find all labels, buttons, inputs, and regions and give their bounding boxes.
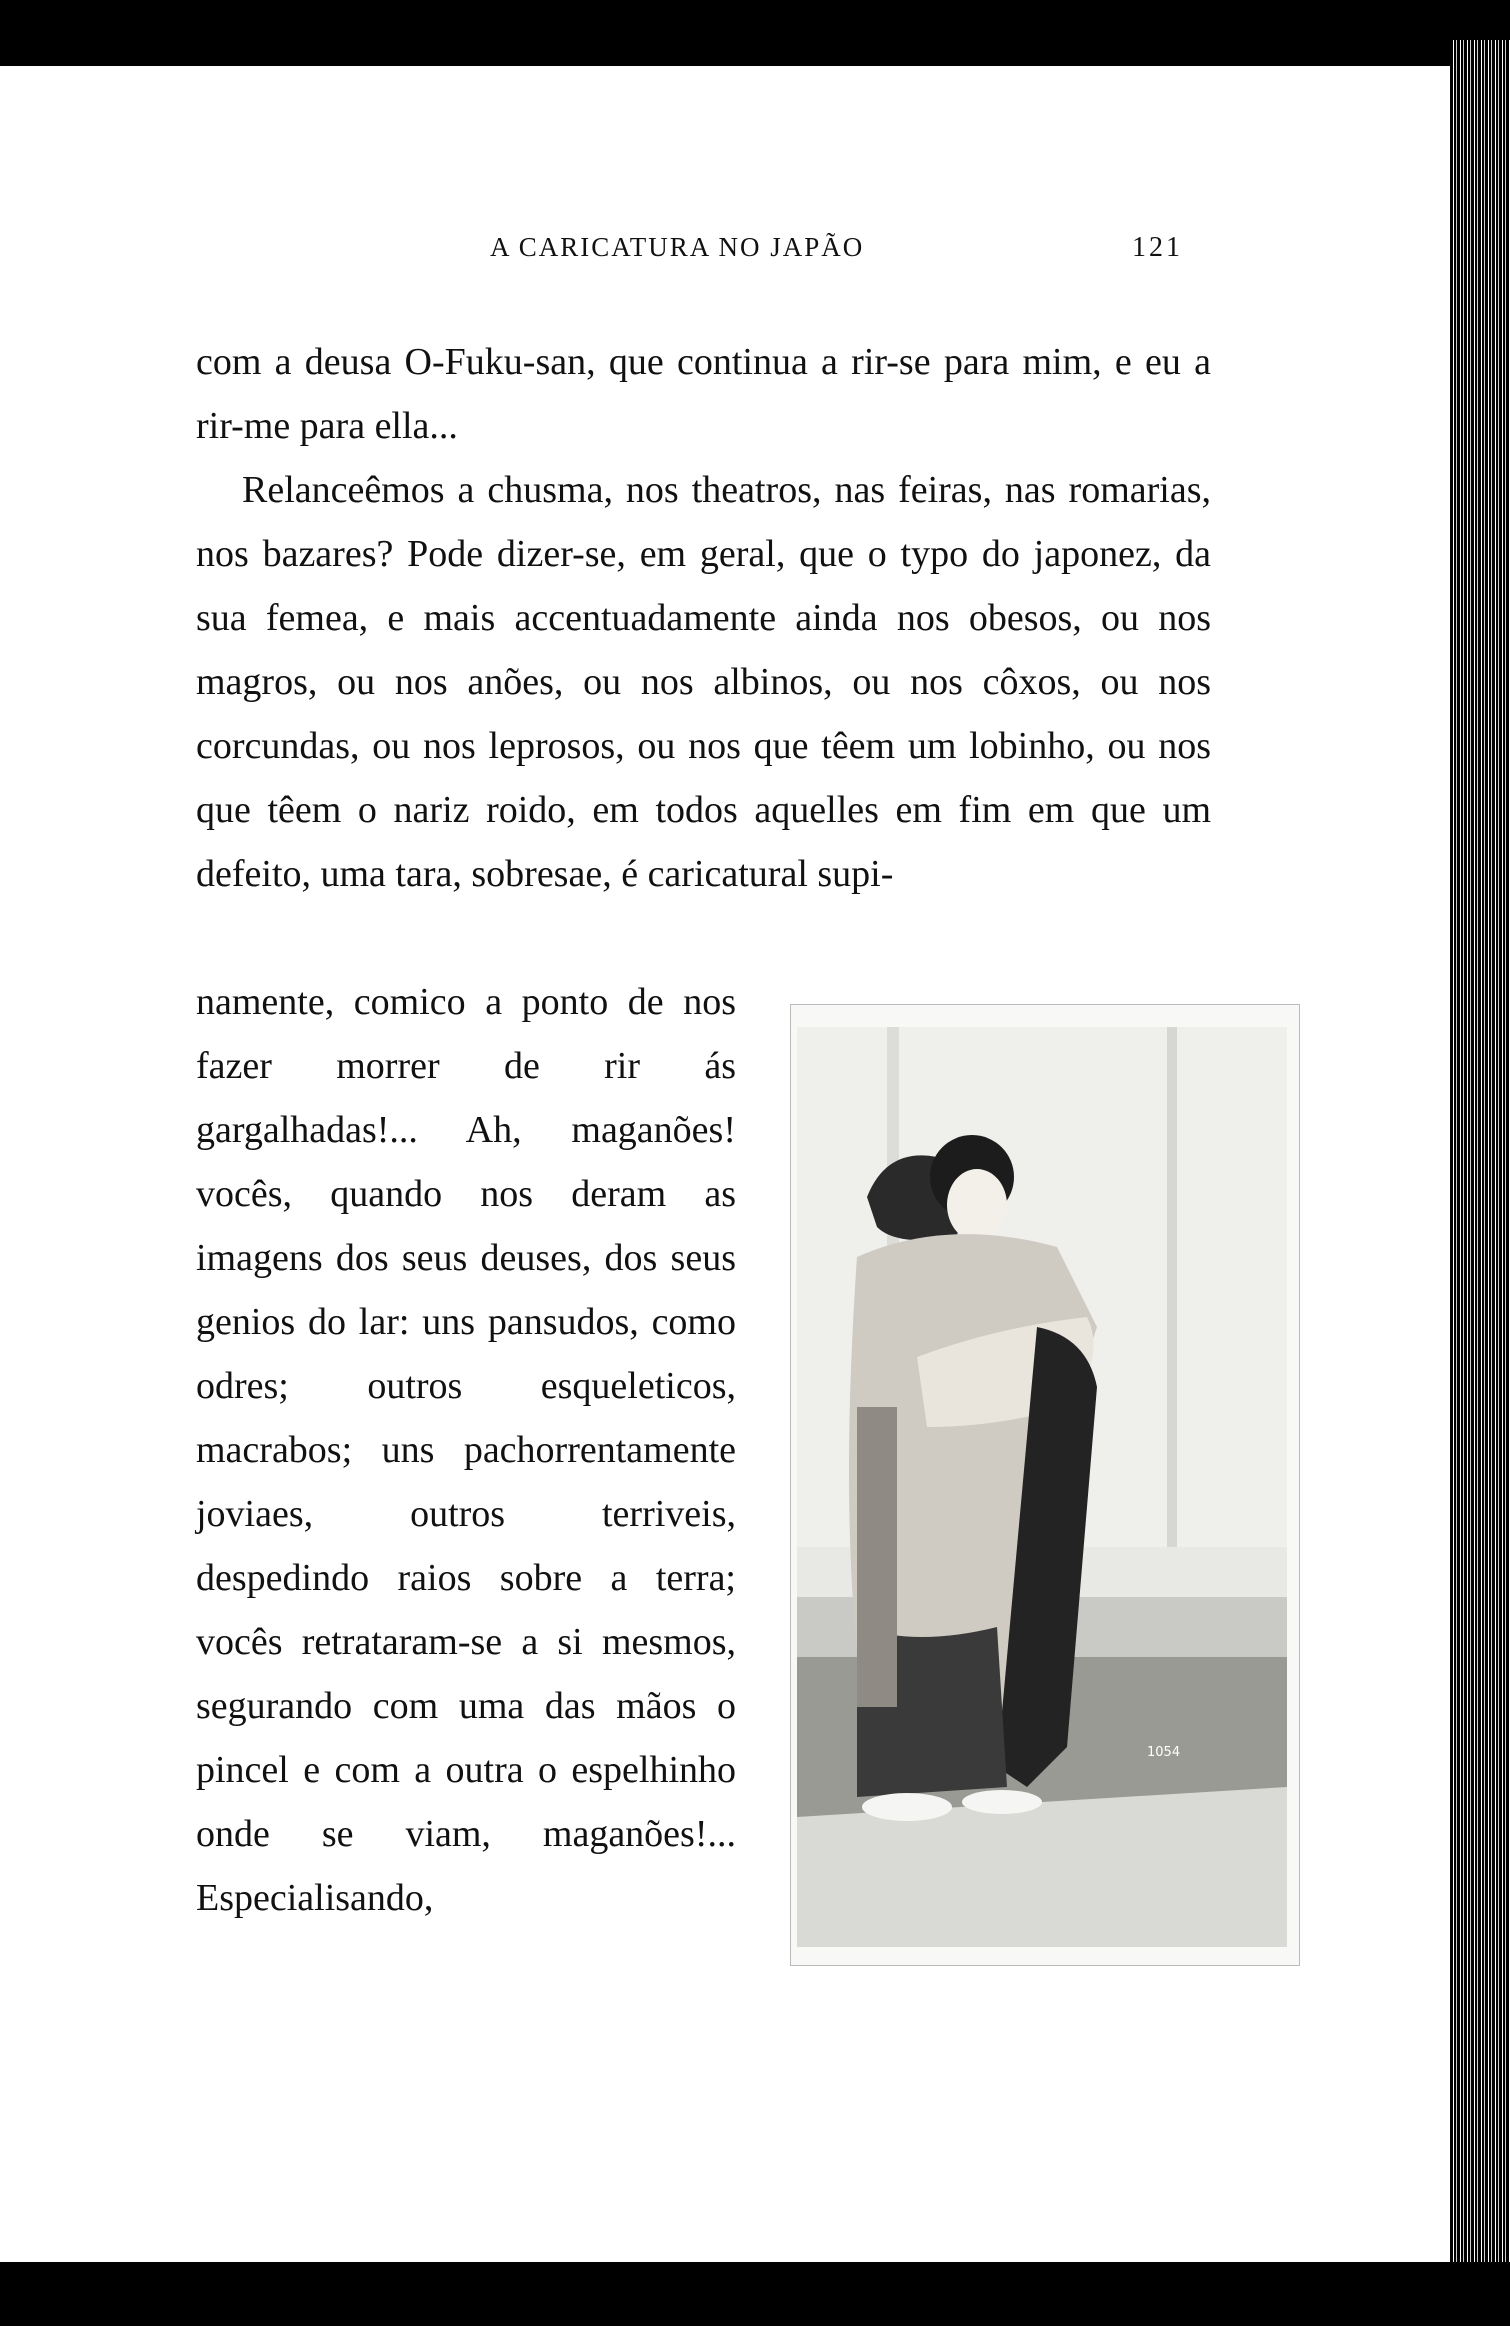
body-text-full-width: [196, 330, 1211, 906]
geisha-illustration: [797, 1027, 1287, 1947]
geisha-photo: [797, 1027, 1287, 1947]
paragraph-1: com a deusa O-Fuku-san, que continua a rir-se para mim, e eu a rir-me para ella...: [196, 341, 1211, 447]
book-page-edges: [1450, 40, 1510, 2280]
paragraph-2-start: Relanceêmos a chusma, nos theatros, nas feiras, nas romarias, nos bazares? Pode dizer-se, em geral, que o typo do japonez, da sua femea, e mais accentuadamente ainda nos obesos, ou nos magros, ou nos anões, ou nos albinos, ou nos côxos, ou nos corcundas, ou nos leprosos, ou nos que têem um lobinho, ou nos que têem o nariz roido, em todos aquelles em fim em que um defeito, uma tara, sobresae, é caricatural supi-: [196, 469, 1211, 895]
page-number: 121: [1132, 232, 1183, 263]
paragraph-2-continued: namente, comico a ponto de nos fazer morrer de rir ás gargalhadas!... Ah, maganões! vocês, quando nos deram as imagens dos seus deuses, dos seus genios do lar: uns pansudos, como odres; outros esqueleticos, macrabos; uns pachorrentamente joviaes, outros terriveis, despedindo raios sobre a terra; vocês retrataram-se a si mesmos, segurando com uma das mãos o pincel e com a outra o espelhinho onde se viam, maganões!... Especialisando,: [196, 981, 736, 1919]
body-text-beside-figure: [196, 970, 736, 1930]
running-title: A CARICATURA NO JAPÃO: [490, 232, 865, 262]
scan-bottom-border: [0, 2262, 1510, 2326]
figure-number: 1054: [1147, 1745, 1181, 1760]
figure-photograph: [790, 1004, 1300, 1966]
page-header: [0, 232, 1450, 272]
scan-top-border: [0, 38, 1460, 66]
